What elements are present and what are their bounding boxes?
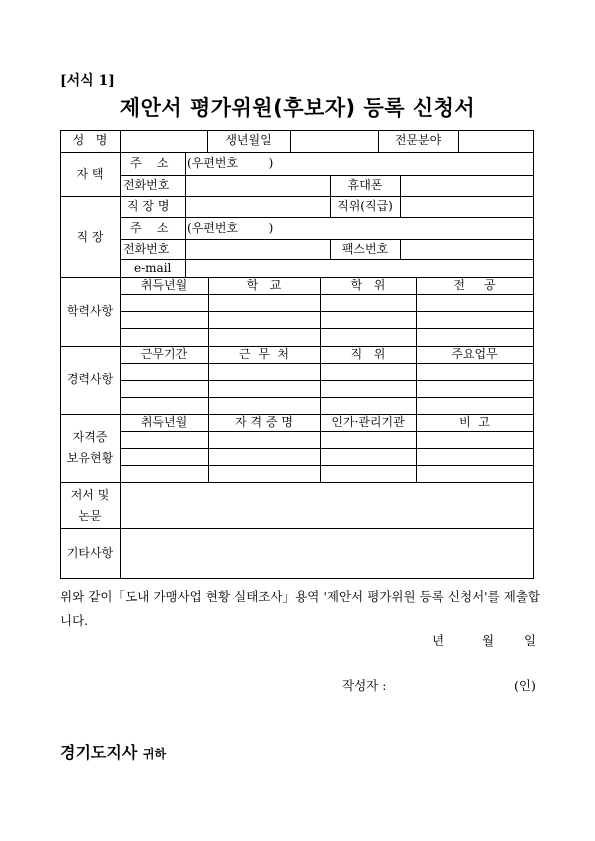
date-month-label: 월 bbox=[482, 633, 495, 648]
seal-mark: (인) bbox=[514, 678, 536, 693]
license-col-note: 비 고 bbox=[459, 415, 490, 429]
form-number: [서식 1] bbox=[60, 73, 115, 89]
submission-statement: 위와 같이「도내 가맹사업 현황 실태조사」용역 '제안서 평가위원 등록 신청서'를 제출합니다. bbox=[60, 589, 540, 628]
fax-label: 팩스번호 bbox=[341, 242, 389, 256]
etc-label: 기타사항 bbox=[66, 546, 114, 560]
birth-date-label: 생년월일 bbox=[225, 133, 272, 147]
career-col-workplace: 근 무 처 bbox=[238, 347, 290, 361]
home-section-label: 자 택 bbox=[76, 167, 104, 181]
career-col-position: 직 위 bbox=[350, 347, 386, 361]
mobile-label: 휴대폰 bbox=[347, 178, 383, 192]
work-postal-code: (우편번호 ) bbox=[187, 221, 274, 235]
date-year-label: 년 bbox=[432, 633, 445, 648]
education-col-date: 취득년월 bbox=[140, 278, 188, 292]
position-label: 직위(직급) bbox=[337, 199, 393, 213]
home-postal-code: (우편번호 ) bbox=[187, 156, 274, 170]
addressee bbox=[60, 740, 166, 763]
work-section-label: 직 장 bbox=[76, 230, 104, 244]
education-col-school: 학 교 bbox=[246, 278, 282, 292]
career-col-period: 근무기간 bbox=[140, 347, 188, 361]
license-section-label-2: 보유현황 bbox=[66, 451, 114, 465]
license-col-date: 취득년월 bbox=[140, 415, 188, 429]
education-section-label: 학력사항 bbox=[66, 304, 114, 318]
career-col-duties: 주요업무 bbox=[451, 347, 498, 361]
books-label-1: 저서 및 bbox=[70, 488, 110, 502]
addressee-name: 경기도지사 bbox=[60, 743, 138, 762]
email-label: e-mail bbox=[134, 261, 172, 275]
form-title: 제안서 평가위원(후보자) 등록 신청서 bbox=[119, 96, 476, 120]
author-label: 작성자 : bbox=[342, 678, 387, 693]
addressee-suffix: 귀하 bbox=[142, 747, 167, 761]
specialty-label: 전문분야 bbox=[394, 133, 442, 147]
license-section-label-1: 자격증 bbox=[72, 430, 108, 444]
home-phone-label: 전화번호 bbox=[123, 178, 170, 192]
education-col-major: 전 공 bbox=[453, 278, 496, 292]
date-day-label: 일 bbox=[524, 633, 537, 648]
education-col-degree: 학 위 bbox=[350, 278, 386, 292]
work-phone-label: 전화번호 bbox=[123, 242, 170, 256]
license-col-agency: 인가·관리기관 bbox=[331, 415, 405, 429]
career-section-label: 경력사항 bbox=[66, 372, 114, 386]
work-address-label: 주 소 bbox=[130, 221, 169, 235]
company-name-label: 직 장 명 bbox=[127, 199, 170, 213]
name-label: 성 명 bbox=[72, 133, 108, 147]
books-label-2: 논문 bbox=[78, 509, 102, 523]
home-address-label: 주 소 bbox=[130, 156, 169, 170]
license-col-name: 자 격 증 명 bbox=[235, 415, 293, 429]
